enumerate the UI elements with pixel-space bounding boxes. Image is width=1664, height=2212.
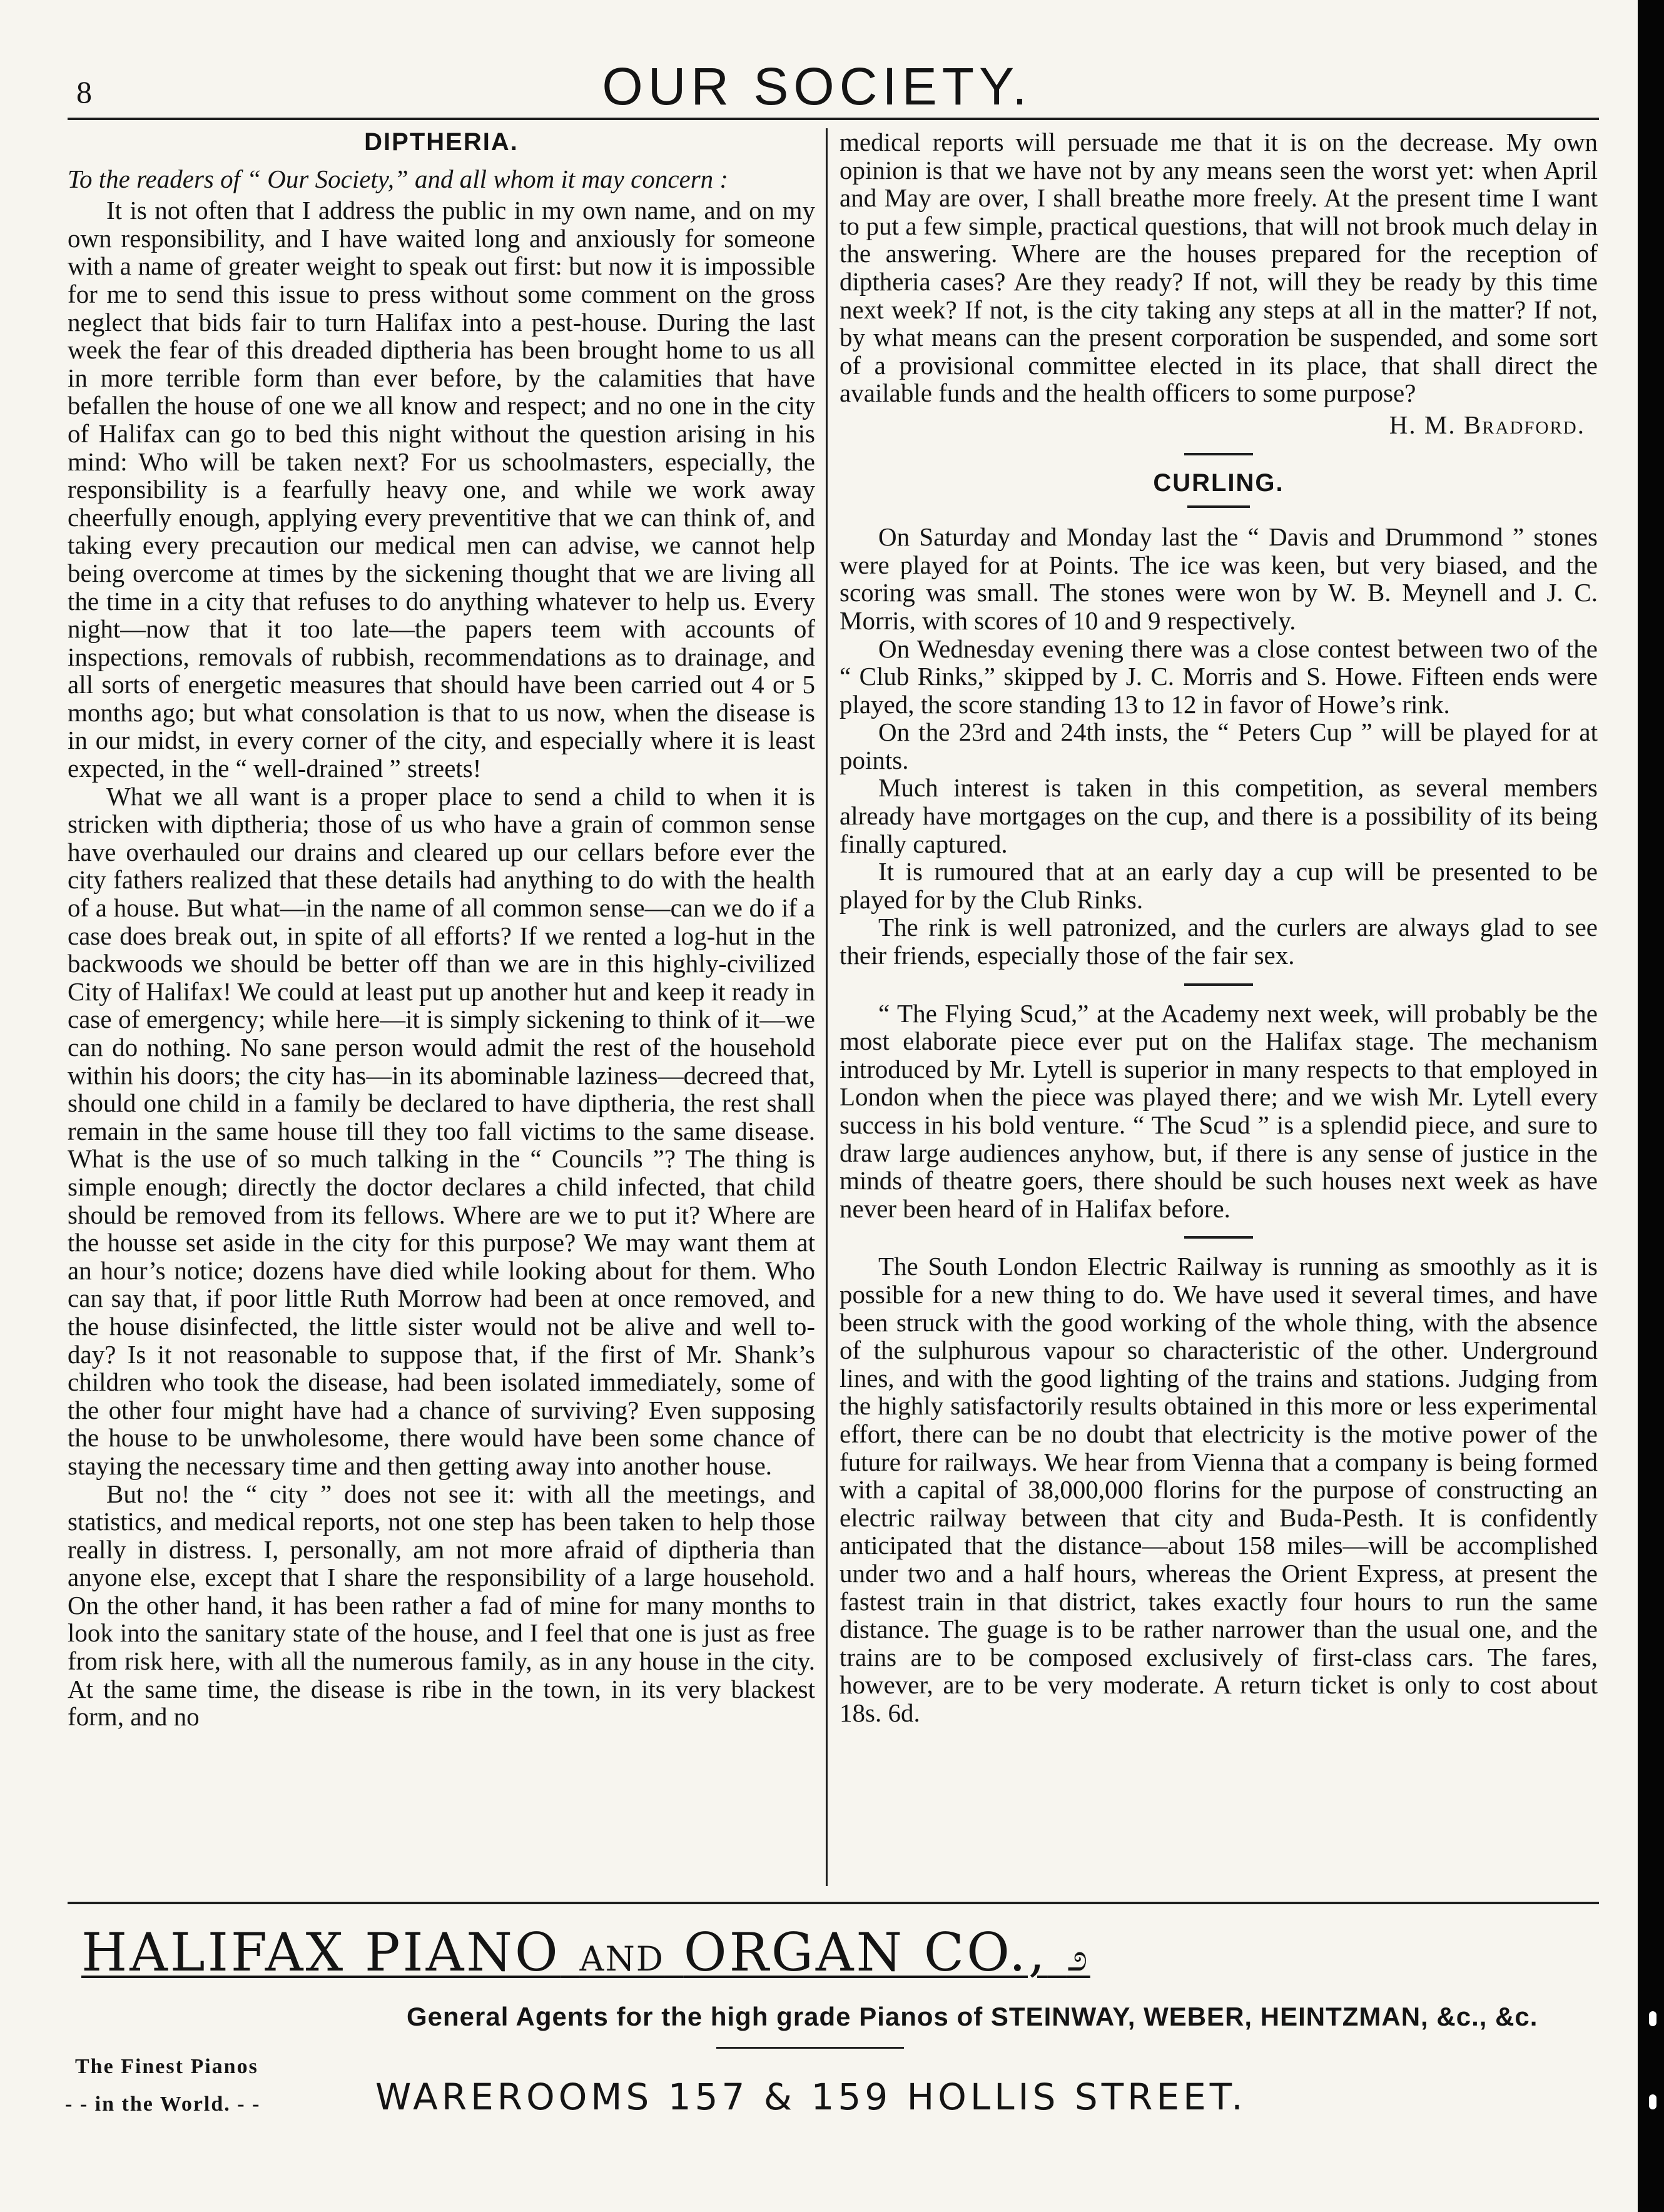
diptheria-heading: DIPTHERIA. bbox=[364, 128, 519, 156]
diptheria-paragraph: It is not often that I address the public in my own name, and on my own responsibility, and I have waited long and anxiously for someone with a name of greater weight to speak out first: but now it is impossible for me to send this issue to press without some comment on the gross neglect that bids fair to turn Halifax into a pest-house. During the last week the fear of this dreaded diptheria has been brought home to us all in more terrible form than ever before, by the calamities that have befallen the house of one we all know and respect; and no one in the city of Halifax can go to bed this night without the question arising in his mind: Who will be taken next? For us schoolmasters, especially, the responsibility is a fearfully heavy one, and while we work away cheerfully enough, applying every preventitive that we can think of, and taking every precaution our medical men can advise, we cannot help being overcome at times by the sickening thought that we are living all the time in a city that refuses to do anything whatever to help us. Every night—now that it too late—the papers teem with accounts of inspections, removals of rubbish, recommendations as to drainage, and all sorts of energetic measures that should have been carried out 4 or 5 months ago; but what consolation is that to us now, when the disease is in our midst, in every corner of the city, and especially where it is least expected, in the “ well-drained ” streets! bbox=[68, 196, 815, 783]
heading-rule bbox=[1187, 505, 1250, 508]
company-name-and: AND bbox=[579, 1939, 665, 1979]
curling-paragraph: On Saturday and Monday last the “ Davis and Drummond ” stones were played for at Points. The ice was keen, but very biased, and the scoring was small. The stones were won by W. B. Meynell and J. C. Morris, with scores of 10 and 9 respectively. bbox=[840, 522, 1598, 635]
curling-paragraph: On the 23rd and 24th insts, the “ Peters Cup ” will be played for at points. bbox=[840, 718, 1598, 774]
section-separator bbox=[1184, 453, 1253, 455]
advertisement-tagline: The Finest Pianos bbox=[75, 2055, 258, 2078]
curling-paragraph: The rink is well patronized, and the curlers are always glad to see their friends, especially those of the fair sex. bbox=[840, 913, 1598, 970]
header-rule bbox=[68, 118, 1599, 120]
railway-paragraph: The South London Electric Railway is running as smoothly as it is possible for a new thing to do. We have used it several times, and have been struck with the good working of the whole thing, with the absence of the sulphurous vapour so characteristic of the other. Underground lines, and with the good lighting of the trains and stations. Judging from the highly satisfactorily results obtained in this more or less experimental effort, there can be no doubt that electricity is the motive power of the future for railways. We hear from Vienna that a company is being formed with a capital of 38,000,000 florins for the purpose of constructing an electric railway between that city and Buda-Pesth. It is confidently anticipated that the distance—about 158 miles—will be accomplished under two and a half hours, whereas the Orient Express, at present the fastest train in that district, takes exactly four hours to run the same distance. The guage is to be rather narrower than the usual one, and the trains are to be composed exclusively of first-class cars. The fares, however, are to be very moderate. A return ticket is only to cost about 18s. 6d. bbox=[840, 1252, 1598, 1727]
advertisement-tagline: - - in the World. - - bbox=[65, 2093, 261, 2116]
flying-scud-paragraph: “ The Flying Scud,” at the Academy next week, will probably be the most elaborate piece ever put on the Halifax stage. The mechanism introduced by Mr. Lytell is superior in many respects to that employed in London when the piece was played there; and we wish Mr. Lytell every success in his bold venture. “ The Scud ” is a splendid piece, and sure to draw large audiences anyhow, but, if there is any sense of justice in the minds of theatre goers, there should be such houses next week as have never been heard of in Halifax before. bbox=[840, 998, 1598, 1223]
left-column bbox=[68, 128, 815, 1731]
diptheria-signature: H. M. Bradford. bbox=[1389, 410, 1585, 439]
curling-paragraph: Much interest is taken in this competition, as several members already have mortgages on the cup, and there is a possibility of its being finally captured. bbox=[840, 773, 1598, 858]
company-name-end: ORGAN CO., bbox=[683, 1922, 1048, 1983]
right-column bbox=[840, 128, 1598, 1727]
diptheria-paragraph-continued: medical reports will persuade me that it is on the decrease. My own opinion is that we have not by any means seen the worst yet: when April and May are over, I shall breathe more freely. At the present time I want to put a few simple, practical questions, that will not brook much delay in the answering. Where are the houses prepared for the reception of diptheria cases? Are they ready? If not, will they be ready by this time next week? If not, is the city taking any steps at all in the matter? If not, by what means can the present corporation be suspended, and some sort of a provisional committee elected in its place, that shall direct the available funds and the health officers to some purpose? bbox=[840, 128, 1598, 408]
flourish-ornament: ೨ bbox=[1067, 1936, 1090, 1980]
curling-heading: CURLING. bbox=[1153, 469, 1284, 497]
advertisement-agents-line: General Agents for the high grade Pianos of STEINWAY, WEBER, HEINTZMAN, &c., &c. bbox=[407, 2002, 1538, 2031]
advertisement-warerooms: WAREROOMS 157 & 159 HOLLIS STREET. bbox=[375, 2076, 1247, 2118]
advertisement-top-rule bbox=[68, 1902, 1599, 1904]
diptheria-paragraph: What we all want is a proper place to send a child to when it is stricken with diptheria; those of us who have a grain of common sense have overhauled our drains and cleared up our cellars before ever the city fathers realized that these details had anything to do with the health of a house. But what—in the name of all common sense—can we do if a case does break out, in spite of all efforts? If we rented a log-hut in the backwoods we should be better off than we are in this highly-civilized City of Halifax! We could at least put up another hut and keep it ready in case of emergency; while here—it is simply sickening to think of it—we can do nothing. No sane person would admit the rest of the household within his doors; the city has—in its abominable laziness—decreed that, should one child in a family be declared to have diptheria, the rest shall remain in the same house till they too fall victims to the same disease. What is the use of so much talking in the “ Councils ”? The thing is simple enough; directly the doctor declares a child infected, that child should be removed from its fellows. Where are we to put it? Where are the housse set aside in the city for this purpose? We may want them at an hour’s notice; dozens have died while looking about for them. Who can say that, if poor little Ruth Morrow had been at once removed, and the house disinfected, the little sister would not be alive and well to-day? Is it not reasonable to suppose that, if the first of Mr. Shank’s children who took the disease, had been isolated immediately, some of the other four might have had a chance of surviving? Even supposing the house to be unwholesome, there would have been some chance of staying the necessary time and then getting away into another house. bbox=[68, 781, 815, 1480]
section-separator bbox=[1184, 1236, 1253, 1239]
curling-paragraph: On Wednesday evening there was a close contest between two of the “ Club Rinks,” skipped by J. C. Morris and S. Howe. Fifteen ends were played, the score standing 13 to 12 in favor of Howe’s rink. bbox=[840, 634, 1598, 719]
page-number: 8 bbox=[76, 74, 92, 109]
advertisement-short-rule bbox=[716, 2047, 904, 2049]
binding-hole bbox=[1649, 2094, 1656, 2109]
diptheria-salutation: To the readers of “ Our Society,” and all whom it may concern : bbox=[68, 164, 729, 193]
journal-title: OUR SOCIETY. bbox=[602, 57, 1032, 116]
curling-paragraph: It is rumoured that at an early day a cup will be presented to be played for by the Club Rinks. bbox=[840, 857, 1598, 914]
diptheria-paragraph: But no! the “ city ” does not see it: with all the meetings, and statistics, and medical reports, not one step has been taken to help those really in distress. I, personally, am not more afraid of diptheria than anyone else, except that I share the responsibility of a large household. On the other hand, it has been rather a fad of mine for many months to look into the sanitary state of the house, and I feel that one is just as free from risk here, with all the numerous family, as in any house in the city. At the same time, the disease is ribe in the town, in its very blackest form, and no bbox=[68, 1479, 815, 1732]
advertisement-company-name bbox=[81, 1922, 1090, 1983]
section-separator bbox=[1184, 983, 1253, 986]
company-name-main: HALIFAX PIANO bbox=[81, 1922, 561, 1983]
scan-dark-margin bbox=[1638, 0, 1664, 2212]
column-divider bbox=[826, 128, 828, 1886]
binding-hole bbox=[1649, 2011, 1656, 2026]
